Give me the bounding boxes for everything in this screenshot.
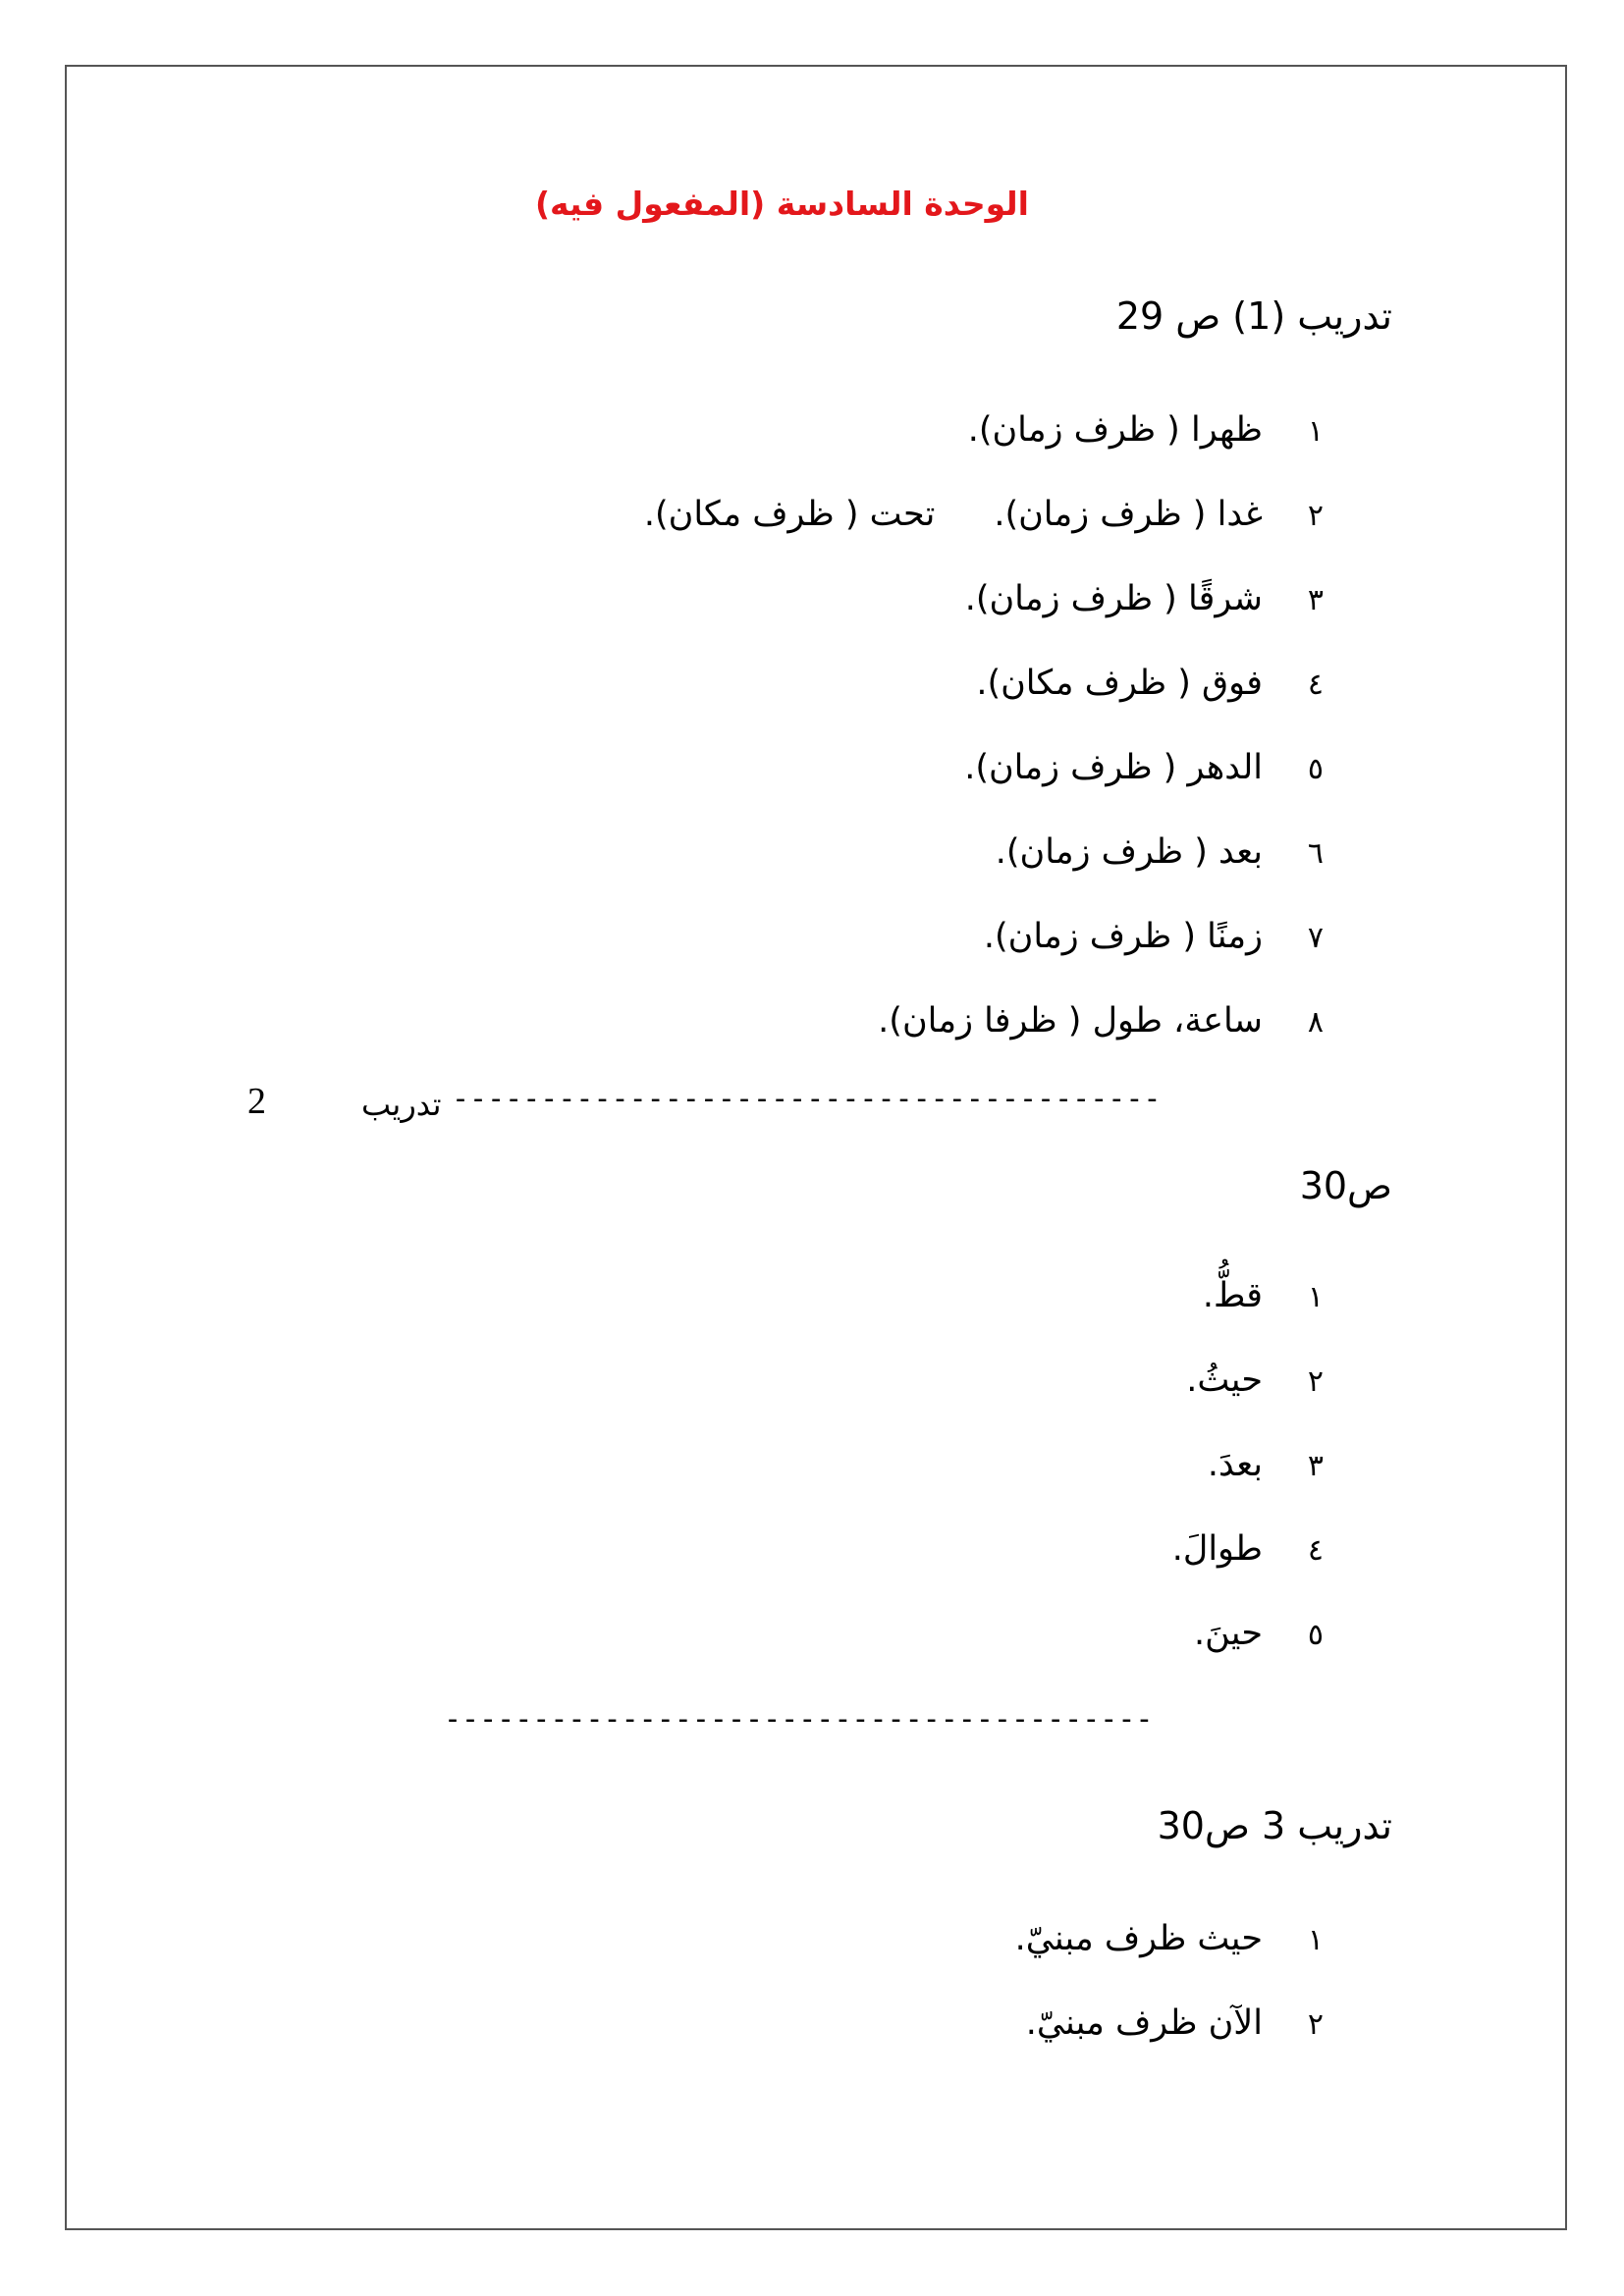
item-text: طوالَ. (1171, 1529, 1263, 1569)
separator-line: ---------------------------------------- (452, 1082, 1162, 1116)
exercise-2-item-4 (1172, 1529, 1324, 1569)
item-number: ٢ (1307, 2007, 1324, 2042)
item-text: زمنًا ( ظرف زمان). (983, 917, 1263, 956)
item-text: حيث ظرف مبنيّ. (1014, 1919, 1263, 1958)
item-text: حيثُ. (1186, 1361, 1263, 1400)
exercise-1-item-5 (964, 748, 1324, 787)
exercise-3-item-2 (1026, 2003, 1324, 2043)
exercise-3-item-1 (1015, 1919, 1324, 1958)
item-number: ١ (1307, 414, 1324, 449)
item-number: ٧ (1307, 921, 1324, 955)
item-text: شرقًا ( ظرف زمان). (964, 579, 1263, 618)
exercise-2-label: تدريب (361, 1086, 442, 1123)
exercise-1-item-8 (878, 1001, 1324, 1041)
exercise-2-item-2 (1186, 1361, 1324, 1400)
exercise-1-item-4 (976, 664, 1324, 703)
exercise-1-item-6 (996, 832, 1324, 872)
item-text: فوق ( ظرف مكان). (976, 664, 1263, 703)
page-border (65, 65, 1567, 2230)
item-number: ٣ (1307, 1449, 1324, 1483)
exercise-1-heading: تدريب (1) ص 29 (1115, 294, 1392, 338)
item-number: ٦ (1307, 836, 1324, 871)
item-number: ٨ (1307, 1005, 1324, 1040)
exercise-1-item-3 (965, 579, 1324, 618)
item-number: ٢ (1307, 1364, 1324, 1399)
exercise-2-item-5 (1194, 1614, 1324, 1653)
item-extra-text: تحت ( ظرف مكان). (643, 495, 936, 534)
exercise-2-item-3 (1208, 1445, 1324, 1484)
item-number: ٤ (1307, 1533, 1324, 1568)
item-number: ٥ (1307, 1618, 1324, 1652)
exercise-1-item-7 (984, 917, 1324, 956)
exercise-1-item-1 (968, 410, 1324, 450)
item-number: ٥ (1307, 752, 1324, 786)
separator-line: ---------------------------------------- (444, 1702, 1154, 1736)
exercise-1-item-2 (644, 495, 1324, 534)
item-text: غدا ( ظرف زمان). (994, 495, 1263, 534)
item-text: الآن ظرف مبنيّ. (1025, 2003, 1263, 2043)
exercise-3-heading: تدريب 3 ص30 (1157, 1804, 1392, 1847)
item-text: ظهرا ( ظرف زمان). (967, 410, 1263, 450)
unit-title: الوحدة السادسة (المفعول فيه) (534, 185, 1029, 223)
item-text: الدهر ( ظرف زمان). (964, 748, 1263, 787)
item-text: ساعة، طول ( ظرفا زمان). (878, 1001, 1263, 1041)
item-number: ١ (1307, 1923, 1324, 1957)
item-number: ٢ (1307, 499, 1324, 533)
exercise-2-page: ص30 (1299, 1164, 1392, 1207)
item-text: حينَ. (1194, 1614, 1263, 1653)
item-number: ١ (1307, 1280, 1324, 1314)
item-number: ٤ (1307, 667, 1324, 702)
item-text: قطُّ. (1202, 1276, 1263, 1315)
item-number: ٣ (1307, 583, 1324, 617)
exercise-2-item-1 (1203, 1276, 1324, 1315)
item-text: بعدَ. (1207, 1445, 1263, 1484)
exercise-2-number: 2 (247, 1081, 266, 1122)
item-text: بعد ( ظرف زمان). (995, 832, 1263, 872)
